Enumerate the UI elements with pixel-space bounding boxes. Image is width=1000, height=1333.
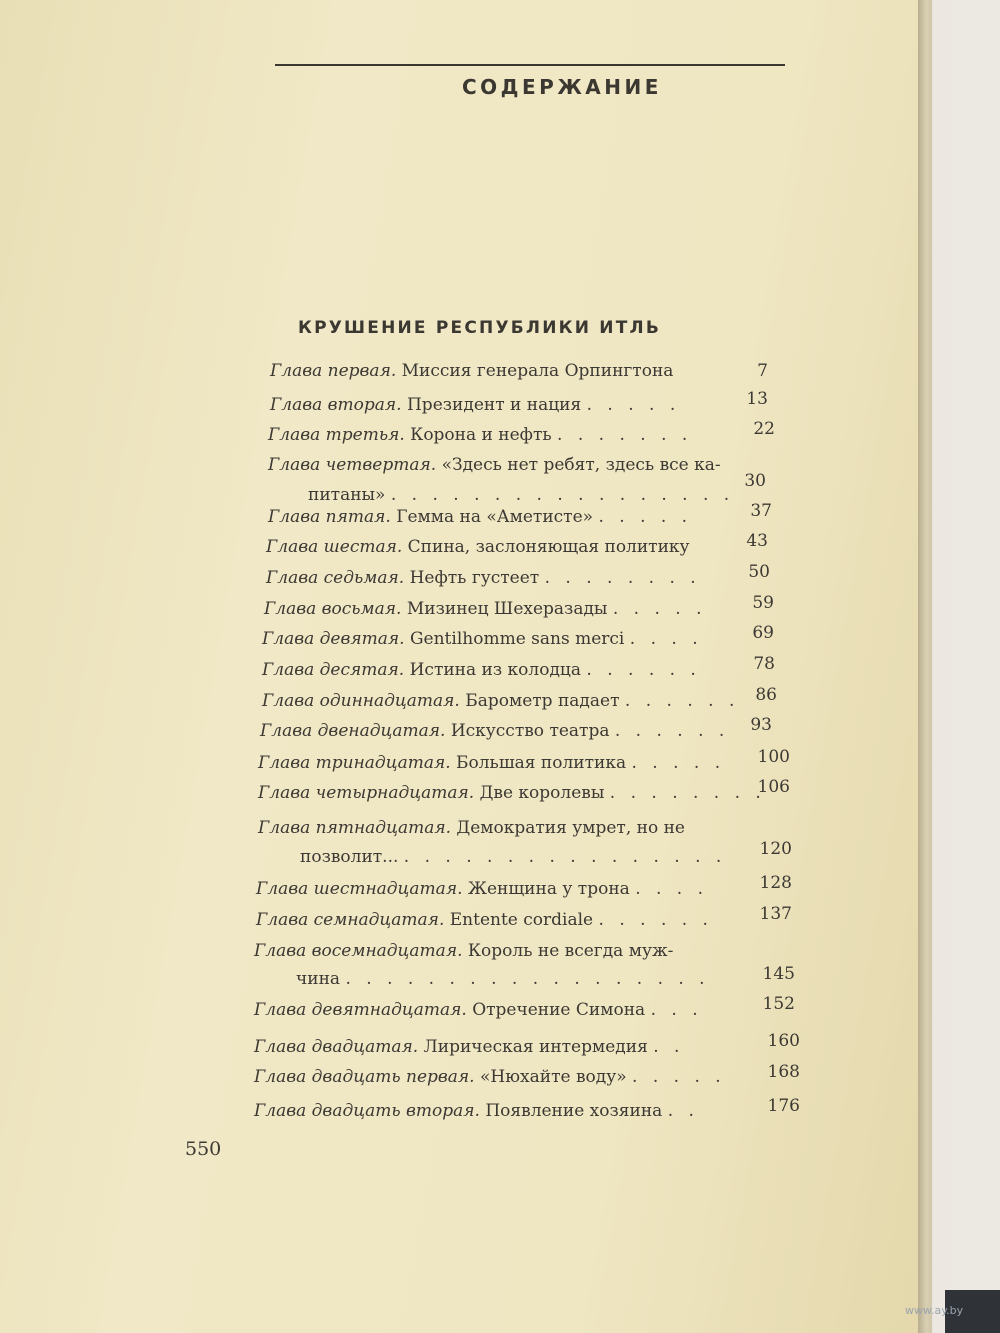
chapter-title: Спина, заслоняющая политику [407, 537, 690, 557]
toc-entry-line [254, 940, 673, 962]
toc-entry-line [262, 690, 739, 712]
toc-entry-line [262, 659, 701, 681]
leader-dots: . . . . [629, 629, 703, 649]
toc-entry-line [254, 1066, 726, 1088]
leader-dots: . . . . . . . . [544, 568, 701, 588]
chapter-title: «Здесь нет ребят, здесь все ка- [441, 455, 721, 475]
leader-dots: . . . . . [632, 1067, 726, 1087]
leader-dots: . . . . . . . . . . . . . . . . . [390, 485, 735, 505]
leader-dots: . . . . [635, 879, 709, 899]
chapter-page-number: 37 [750, 501, 772, 521]
chapter-label: Глава восемнадцатая. [254, 941, 463, 961]
leader-dots: . . . . . [612, 599, 707, 619]
toc-entry-line [256, 909, 713, 931]
chapter-page-number: 30 [744, 471, 766, 491]
toc-entry-line [256, 878, 708, 900]
chapter-label: Глава двадцать первая. [254, 1067, 475, 1087]
chapter-label: Глава четырнадцатая. [258, 783, 475, 803]
chapter-page-number: 50 [748, 562, 770, 582]
chapter-page-number: 120 [759, 839, 792, 859]
chapter-title: Барометр падает [465, 691, 620, 711]
chapter-label: Глава двадцать вторая. [254, 1101, 480, 1121]
toc-entry-line [270, 360, 673, 382]
chapter-page-number: 78 [753, 654, 775, 674]
toc-entry-line [258, 752, 725, 774]
toc-entry-line [264, 598, 707, 620]
chapter-label: Глава одиннадцатая. [262, 691, 460, 711]
chapter-label: Глава восьмая. [264, 599, 402, 619]
chapter-page-number: 93 [750, 715, 772, 735]
chapter-page-number: 176 [767, 1096, 800, 1116]
chapter-page-number: 7 [757, 361, 768, 381]
chapter-page-number: 106 [757, 777, 790, 797]
chapter-label: Глава десятая. [262, 660, 405, 680]
leader-dots: . . . . . . . . . . . . . . . . [403, 847, 727, 867]
chapter-page-number: 128 [759, 873, 792, 893]
chapter-page-number: 43 [746, 531, 768, 551]
chapter-label: Глава шестая. [266, 537, 403, 557]
page-title: СОДЕРЖАНИЕ [462, 75, 662, 99]
chapter-title: Большая политика [456, 753, 627, 773]
chapter-title: Женщина у трона [467, 879, 630, 899]
leader-dots: . . . . . . . . [609, 783, 766, 803]
chapter-label: Глава шестнадцатая. [256, 879, 463, 899]
chapter-title: Gentilhomme sans merci [409, 629, 625, 649]
chapter-title: Лирическая интермедия [423, 1037, 648, 1057]
leader-dots: . . . . . . . [557, 425, 693, 445]
leader-dots: . . . . . . [624, 691, 740, 711]
chapter-title: Корона и нефть [410, 425, 552, 445]
toc-entry-line [260, 720, 729, 742]
chapter-page-number: 86 [755, 685, 777, 705]
chapter-title: Две королевы [479, 783, 605, 803]
leader-dots: . . . . . . [598, 910, 713, 930]
chapter-label: Глава седьмая. [266, 568, 405, 588]
chapter-title: Появление хозяина [485, 1101, 663, 1121]
toc-entry-line [254, 1036, 684, 1058]
chapter-label: Глава тринадцатая. [258, 753, 451, 773]
toc-entry-line [254, 1100, 699, 1122]
toc-entry-line-continued [308, 484, 734, 506]
toc-entry-line [254, 999, 703, 1021]
chapter-title: Отречение Симона [472, 1000, 646, 1020]
chapter-title: Искусство театра [450, 721, 610, 741]
toc-entry-line [266, 567, 701, 589]
chapter-page-number: 100 [757, 747, 790, 767]
toc-entry-line [268, 506, 692, 528]
chapter-page-number: 152 [762, 994, 795, 1014]
toc-entry-line [268, 424, 692, 446]
chapter-title-continued: питаны» [308, 485, 386, 505]
leader-dots: . . . . . [598, 507, 693, 527]
toc-entry-line [268, 454, 721, 476]
chapter-label: Глава девятая. [262, 629, 405, 649]
toc-entry-line-continued [296, 968, 710, 990]
toc-entry-line [262, 628, 703, 650]
chapter-page-number: 69 [752, 623, 774, 643]
chapter-label: Глава пятая. [268, 507, 391, 527]
section-title: КРУШЕНИЕ РЕСПУБЛИКИ ИТЛЬ [298, 318, 661, 338]
chapter-title: Гемма на «Аметисте» [396, 507, 594, 527]
chapter-label: Глава двенадцатая. [260, 721, 446, 741]
chapter-label: Глава двадцатая. [254, 1037, 419, 1057]
chapter-title: Истина из колодца [409, 660, 581, 680]
chapter-label: Глава пятнадцатая. [258, 818, 451, 838]
leader-dots: . . . [650, 1000, 703, 1020]
toc-entry-line [258, 782, 766, 804]
chapter-title: Король не всегда муж- [467, 941, 674, 961]
toc-entry-line [266, 536, 690, 558]
page-edge [918, 0, 932, 1333]
page-number: 550 [185, 1138, 222, 1160]
chapter-label: Глава вторая. [270, 395, 402, 415]
chapter-page-number: 13 [746, 389, 768, 409]
toc-entry-line [270, 394, 680, 416]
watermark: www.ay.by [905, 1304, 964, 1317]
toc-entry-line-continued [300, 846, 726, 868]
leader-dots: . . . . . . [614, 721, 730, 741]
leader-dots: . . . . . . [586, 660, 701, 680]
chapter-title: Нефть густеет [409, 568, 540, 588]
chapter-title: Entente cordiale [449, 910, 594, 930]
chapter-page-number: 145 [762, 964, 795, 984]
chapter-title: Мизинец Шехеразады [406, 599, 608, 619]
chapter-label: Глава третья. [268, 425, 405, 445]
chapter-title-continued: позволит... [300, 847, 399, 867]
chapter-page-number: 137 [759, 904, 792, 924]
chapter-title: «Нюхайте воду» [480, 1067, 627, 1087]
chapter-page-number: 22 [753, 419, 775, 439]
chapter-label: Глава первая. [270, 361, 397, 381]
leader-dots: . . . . . . . . . . . . . . . . . . [345, 969, 710, 989]
chapter-label: Глава семнадцатая. [256, 910, 445, 930]
leader-dots: . . . . . [631, 753, 726, 773]
chapter-title: Демократия умрет, но не [456, 818, 685, 838]
chapter-title: Президент и нация [406, 395, 582, 415]
chapter-label: Глава четвертая. [268, 455, 437, 475]
chapter-page-number: 160 [767, 1031, 800, 1051]
leader-dots: . . . . . [586, 395, 681, 415]
leader-dots: . . [653, 1037, 685, 1057]
chapter-label: Глава девятнадцатая. [254, 1000, 467, 1020]
chapter-page-number: 59 [752, 593, 774, 613]
chapter-title: Миссия генерала Орпингтона [401, 361, 674, 381]
chapter-page-number: 168 [767, 1062, 800, 1082]
leader-dots: . . [667, 1101, 699, 1121]
toc-entry-line [258, 817, 685, 839]
chapter-title-continued: чина [296, 969, 341, 989]
